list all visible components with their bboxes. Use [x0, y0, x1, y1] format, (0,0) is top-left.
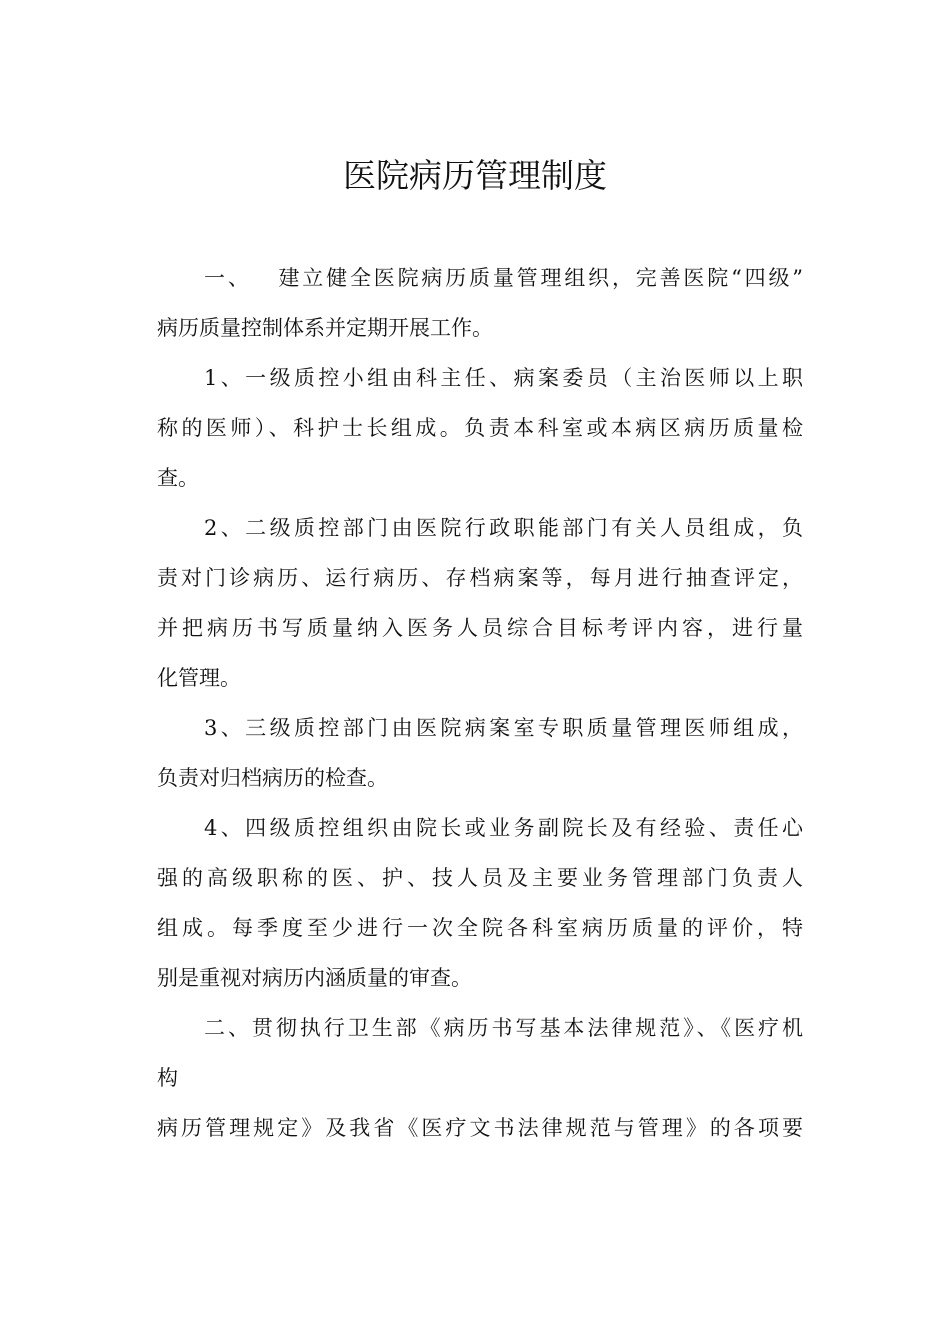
document-body	[157, 253, 803, 1153]
paragraph-1	[157, 353, 803, 503]
section-heading-2	[157, 1003, 803, 1153]
text-line: 强的高级职称的医、护、技人员及主要业务管理部门负责人	[157, 866, 803, 890]
text-line: 化管理。	[157, 666, 241, 690]
text-line: 别是重视对病历内涵质量的审查。	[157, 966, 472, 990]
text-line: 3、三级质控部门由医院病案室专职质量管理医师组成，	[204, 716, 803, 740]
text-line: 称的医师）、科护士长组成。负责本科室或本病区病历质量检	[157, 416, 803, 440]
section-heading-1	[157, 253, 803, 353]
text-line: 查。	[157, 466, 199, 490]
text-line: 责对门诊病历、运行病历、存档病案等，每月进行抽查评定，	[157, 566, 803, 590]
text-line: 1、一级质控小组由科主任、病案委员（主治医师以上职	[204, 366, 803, 390]
page-title: 医院病历管理制度	[343, 156, 607, 195]
text-line: 病历管理规定》及我省《医疗文书法律规范与管理》的各项要	[157, 1116, 803, 1140]
text-line: 负责对归档病历的检查。	[157, 766, 388, 790]
paragraph-4	[157, 803, 803, 1003]
text-line: 病历质量控制体系并定期开展工作。	[157, 316, 493, 340]
text-line: 二、贯彻执行卫生部《病历书写基本法律规范》、《医疗机	[204, 1016, 803, 1040]
section-heading-text: 建立健全医院病历质量管理组织，完善医院“四级”	[275, 266, 804, 290]
text-line: 并把病历书写质量纳入医务人员综合目标考评内容，进行量	[157, 616, 803, 640]
text-line: 2、二级质控部门由医院行政职能部门有关人员组成，负	[204, 516, 803, 540]
text-line: 组成。每季度至少进行一次全院各科室病历质量的评价，特	[157, 916, 803, 940]
paragraph-2	[157, 503, 803, 703]
text-line: 构	[157, 1066, 178, 1090]
text-line: 4、四级质控组织由院长或业务副院长及有经验、责任心	[204, 816, 803, 840]
section-number: 一、	[204, 266, 252, 290]
paragraph-3	[157, 703, 803, 803]
text-line	[157, 253, 803, 303]
